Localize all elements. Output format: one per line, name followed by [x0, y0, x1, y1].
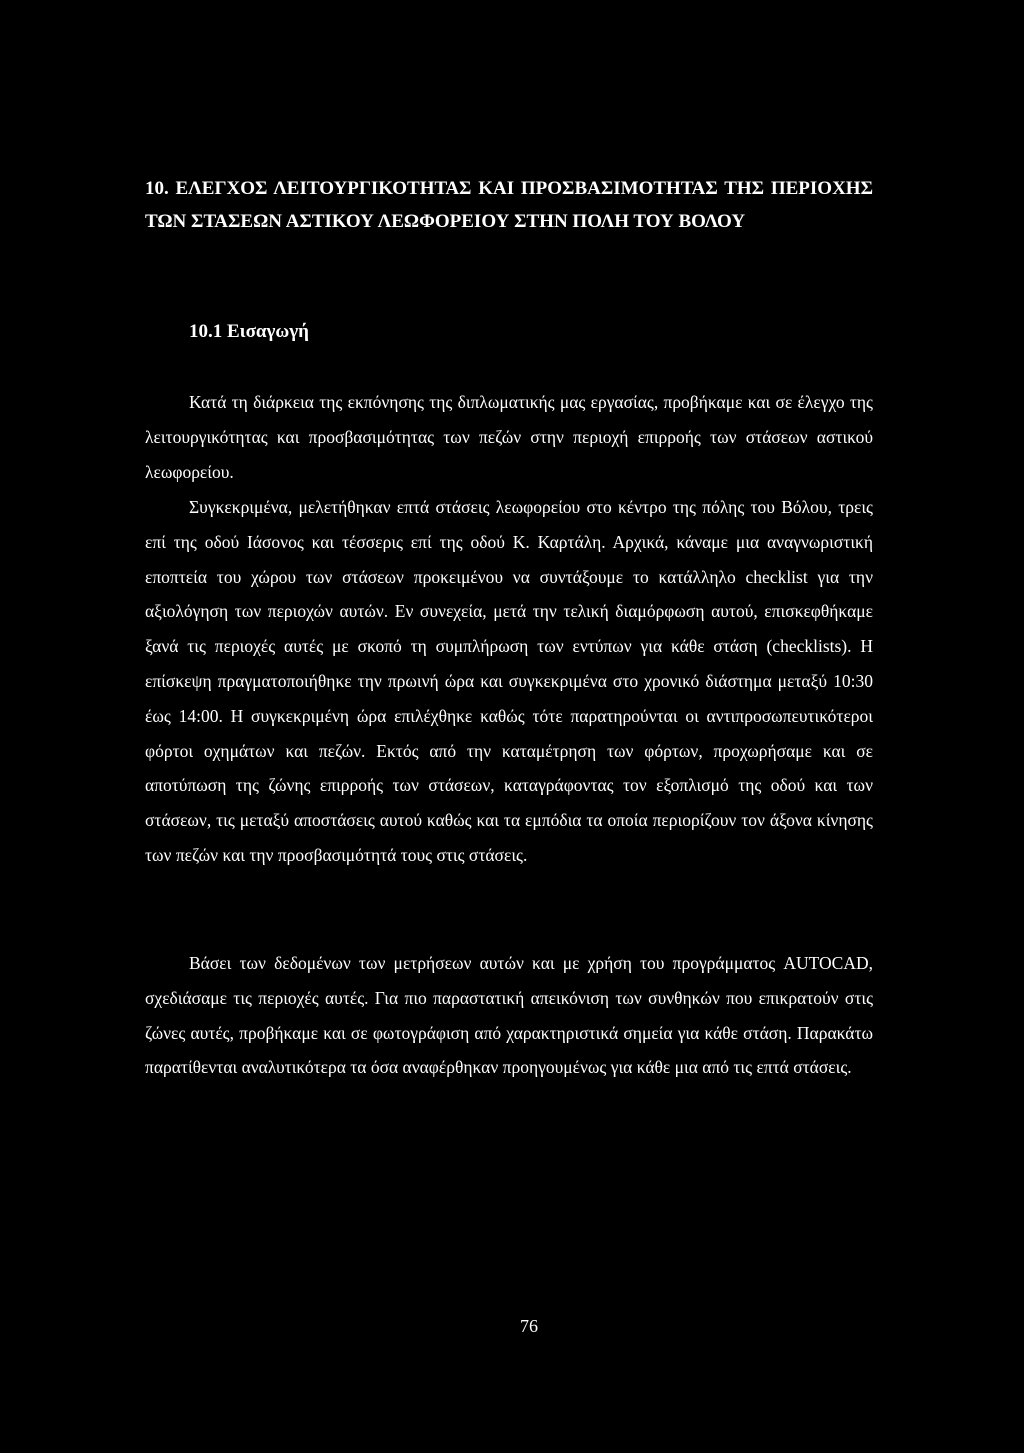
paragraph-autocad: Βάσει των δεδομένων των μετρήσεων αυτών και με χρήση του προγράμματος AUTOCAD, σχεδιάσαμε τις περιοχές αυτές. Για πιο παραστατική απεικόνιση των συνθηκών που επικρατούν στις ζώνες αυτές, προβήκαμε και σε φωτογράφιση από χαρακτηριστικά σημεία για κάθε στάση. Παρακάτω παρατίθενται αναλυτικότερα τα όσα αναφέρθηκαν προηγουμένως για κάθε μια από τις επτά στάσεις.: [145, 953, 873, 1078]
section-heading: 10.1 Εισαγωγή: [189, 321, 309, 342]
paragraph-intro: Κατά τη διάρκεια της εκπόνησης της διπλωματικής μας εργασίας, προβήκαμε και σε έλεγχο της λειτουργικότητας και προσβασιμότητας των πεζών στην περιοχή επιρροής των στάσεων αστικού λεωφορείου.: [145, 392, 873, 482]
paragraph-methodology: Συγκεκριμένα, μελετήθηκαν επτά στάσεις λεωφορείου στο κέντρο της πόλης του Βόλου, τρεις επί της οδού Ιάσονος και τέσσερις επί της οδού Κ. Καρτάλη. Αρχικά, κάναμε μια αναγνωριστική εποπτεία του χώρου των στάσεων προκειμένου να συντάξουμε το κατάλληλο checklist για την αξιολόγηση των περιοχών αυτών. Εν συνεχεία, μετά την τελική διαμόρφωση αυτού, επισκεφθήκαμε ξανά τις περιοχές αυτές με σκοπό τη συμπλήρωση των εντύπων για κάθε στάση (checklists). Η επίσκεψη πραγματοποιήθηκε την πρωινή ώρα και συγκεκριμένα στο χρονικό διάστημα μεταξύ 10:30 έως 14:00. Η συγκεκριμένη ώρα επιλέχθηκε καθώς τότε παρατηρούνται οι αντιπροσωπευτικότεροι φόρτοι οχημάτων και πεζών. Εκτός από την καταμέτρηση των φόρτων, προχωρήσαμε και σε αποτύπωση της ζώνης επιρροής των στάσεων, καταγράφοντας τον εξοπλισμό της οδού και των στάσεων, τις μεταξύ αποστάσεις αυτού καθώς και τα εμπόδια τα οποία περιορίζουν τον άξονα κίνησης των πεζών και την προσβασιμότητά τους στις στάσεις.: [145, 497, 873, 865]
page-number: 76: [520, 1316, 538, 1336]
chapter-heading: 10. ΕΛΕΓΧΟΣ ΛΕΙΤΟΥΡΓΙΚΟΤΗΤΑΣ ΚΑΙ ΠΡΟΣΒΑΣΙΜΟΤΗΤΑΣ ΤΗΣ ΠΕΡΙΟΧΗΣ ΤΩΝ ΣΤΑΣΕΩΝ ΑΣΤΙΚΟΥ ΛΕΩΦΟΡΕΙΟΥ ΣΤΗΝ ΠΟΛΗ ΤΟΥ ΒΟΛΟΥ: [145, 178, 873, 232]
